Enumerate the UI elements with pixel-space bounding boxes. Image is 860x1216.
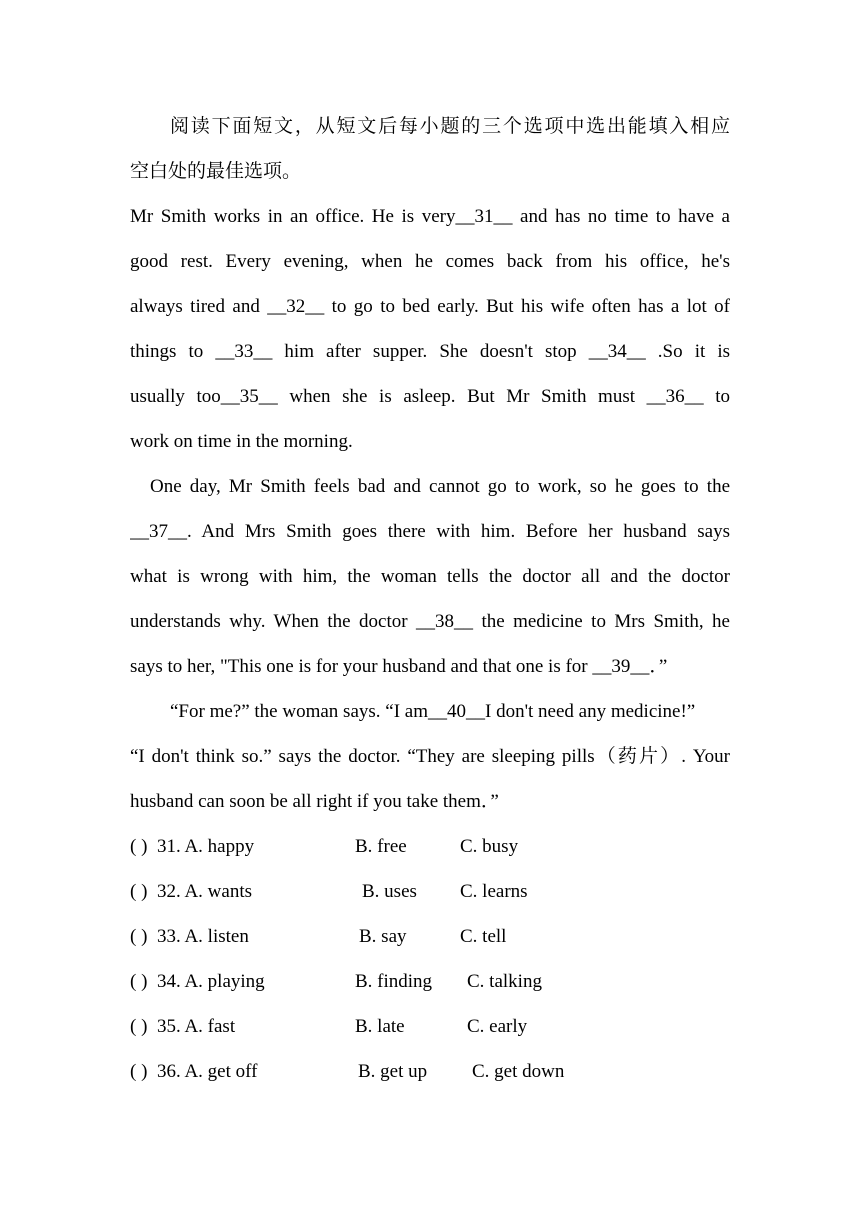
answer-blank[interactable]: ( ) — [130, 1061, 148, 1082]
option-c: C. learns — [460, 881, 528, 902]
passage-line: husband can soon be all right if you take them．” — [130, 791, 499, 812]
answer-blank[interactable]: ( ) — [130, 836, 148, 857]
passage-line: says to her, "This one is for your husband and that one is for __39__．” — [130, 656, 668, 677]
passage-line: things to __33__ him after supper. She doesn't stop __34__ .So it is — [130, 341, 730, 362]
instruction-line-2: 空白处的最佳选项。 — [130, 161, 302, 182]
passage-line: One day, Mr Smith feels bad and cannot go to work, so he goes to the — [150, 476, 730, 497]
instruction-line-1: 阅读下面短文，从短文后每小题的三个选项中选出能填入相应 — [170, 116, 730, 137]
option-c: C. tell — [460, 926, 507, 947]
question-row — [130, 959, 730, 1004]
option-a: 33. A. listen — [157, 926, 249, 947]
answer-blank[interactable]: ( ) — [130, 881, 148, 902]
answer-blank[interactable]: ( ) — [130, 926, 148, 947]
option-c: C. get down — [472, 1061, 565, 1082]
option-b: B. finding — [355, 971, 433, 992]
passage-line: what is wrong with him, the woman tells the doctor all and the doctor — [130, 566, 730, 587]
question-row — [130, 914, 730, 959]
answer-blank[interactable]: ( ) — [130, 1016, 148, 1037]
option-a: 31. A. happy — [157, 836, 255, 857]
passage-line: __37__. And Mrs Smith goes there with him. Before her husband says — [130, 521, 730, 542]
option-b: B. get up — [358, 1061, 428, 1082]
passage-line: always tired and __32__ to go to bed early. But his wife often has a lot of — [130, 296, 730, 317]
question-row — [130, 1049, 730, 1094]
option-c: C. talking — [467, 971, 542, 992]
option-a: 35. A. fast — [157, 1016, 236, 1037]
option-b: B. uses — [362, 881, 417, 902]
passage-line: usually too__35__ when she is asleep. But Mr Smith must __36__ to — [130, 386, 730, 407]
passage-line: “For me?” the woman says. “I am__40__I don't need any medicine!” — [170, 701, 696, 722]
document-page — [130, 104, 730, 1094]
option-a: 32. A. wants — [157, 881, 252, 902]
option-c: C. early — [467, 1016, 528, 1037]
option-b: B. say — [359, 926, 407, 947]
passage-line: understands why. When the doctor __38__ the medicine to Mrs Smith, he — [130, 611, 730, 632]
passage-line: Mr Smith works in an office. He is very__31__ and has no time to have a — [130, 206, 730, 227]
question-row — [130, 1004, 730, 1049]
option-c: C. busy — [460, 836, 519, 857]
question-row — [130, 869, 730, 914]
option-a: 34. A. playing — [157, 971, 265, 992]
option-b: B. late — [355, 1016, 405, 1037]
question-row — [130, 824, 730, 869]
passage-line: work on time in the morning. — [130, 431, 353, 452]
passage-line: good rest. Every evening, when he comes back from his office, he's — [130, 251, 730, 272]
answer-blank[interactable]: ( ) — [130, 971, 148, 992]
passage-line: “I don't think so.” says the doctor. “They are sleeping pills（药片）. Your — [130, 746, 730, 767]
option-a: 36. A. get off — [157, 1061, 258, 1082]
option-b: B. free — [355, 836, 407, 857]
